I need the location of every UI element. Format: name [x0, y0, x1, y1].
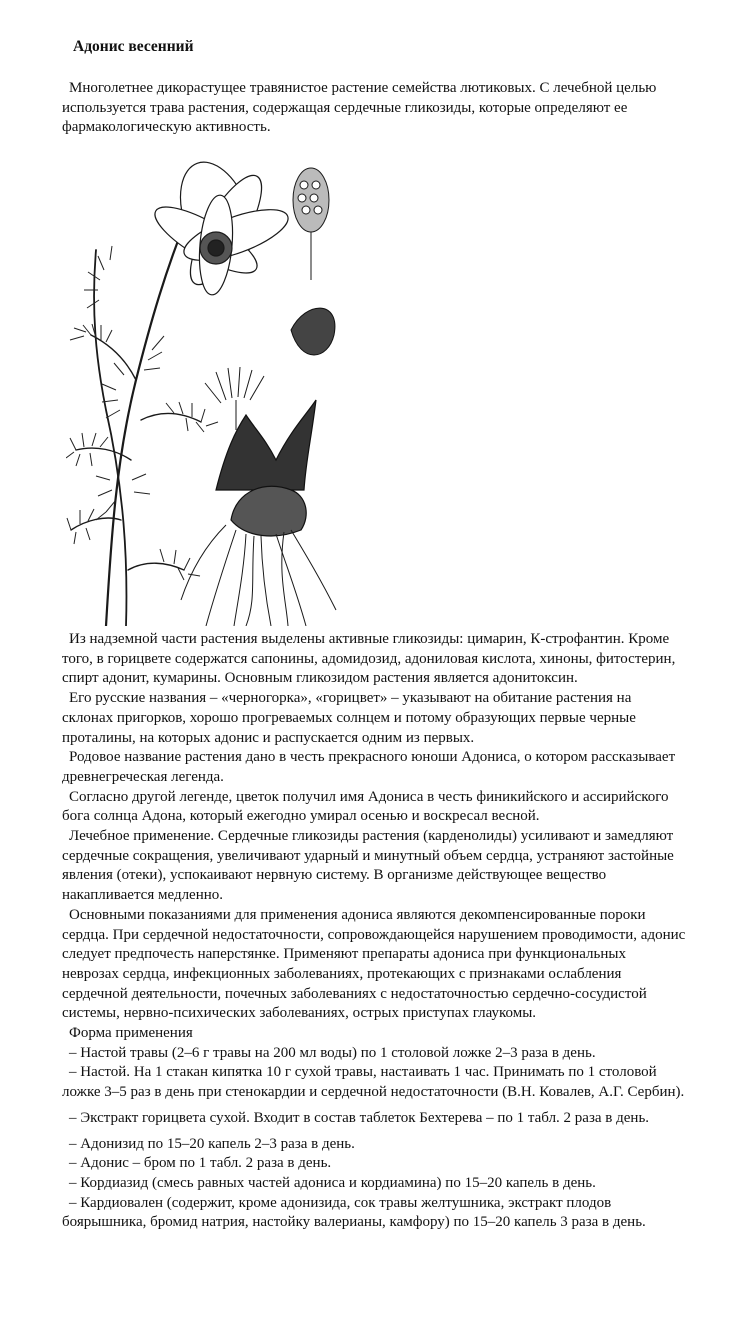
- section-heading: Форма применения: [69, 1025, 193, 1042]
- intro-paragraph: Многолетнее дикорастущее травянистое растение семейства лютиковых. С лечебной целью используется трава растения, содержащая сердечные гликозиды, которые определяют ее фармакологическую активность.: [62, 80, 657, 136]
- list-item: – Адонизид по 15–20 капель 2–3 раза в день.: [69, 1135, 355, 1152]
- paragraph: Основными показаниями для применения адониса являются декомпенсированные пороки сердца. При сердечной недостаточности, сопровождающейся нарушением проводимости, адонис следует предпочесть наперстянке. Применяют препараты адониса при функциональных неврозах сердца, инфекционных заболеваниях, протекающих с признаками ослабления сердечной деятельности, почечных заболеваниях с недостаточностью сердечно-сосудистой системы, нервно-психических заболеваниях, острых приступах глаукомы.: [62, 906, 686, 1022]
- paragraph: Из надземной части растения выделены активные гликозиды: цимарин, К-строфантин. Кроме того, в горицвете содержатся сапонины, адомидозид, адониловая кислота, хиноны, фитостерин, спирт адонит, кумарины. Основным гликозидом растения является адонитоксин.: [62, 631, 676, 687]
- adonis-plant-illustration: [66, 160, 346, 626]
- paragraph: Его русские названия – «черногорка», «горицвет» – указывают на обитание растения на склонах пригорков, хорошо прогреваемых солнцем и потому образующих первые черные проталины, на которых адонис и распускается одним из первых.: [62, 690, 636, 746]
- list-item: – Кордиазид (смесь равных частей адониса и кордиамина) по 15–20 капель в день.: [69, 1174, 596, 1191]
- page-title: Адонис весенний: [73, 38, 194, 55]
- paragraph: Лечебное применение. Сердечные гликозиды растения (карденолиды) усиливают и замедляют сердечные сокращения, увеличивают ударный и минутный объем сердца, устраняют застойные явления (отеки), успокаивают нервную систему. В организме действующее вещество накапливается медленно.: [62, 828, 674, 904]
- list-item: – Экстракт горицвета сухой. Входит в состав таблеток Бехтерева – по 1 табл. 2 раза в день.: [69, 1109, 650, 1126]
- list-item: – Кардиовален (содержит, кроме адонизида, сок травы желтушника, экстракт плодов боярышника, бромид натрия, настойку валерианы, камфору) по 15–20 капель 3 раза в день.: [62, 1194, 646, 1231]
- paragraph: Согласно другой легенде, цветок получил имя Адониса в честь финикийского и ассирийского бога солнца Адона, который ежегодно умирал осенью и воскресал весной.: [62, 788, 669, 825]
- list-item: – Настой травы (2–6 г травы на 200 мл воды) по 1 столовой ложке 2–3 раза в день.: [69, 1044, 596, 1061]
- list-item: – Адонис – бром по 1 табл. 2 раза в день.: [69, 1155, 332, 1172]
- paragraph: Родовое название растения дано в честь прекрасного юноши Адониса, о котором рассказывает древнегреческая легенда.: [62, 749, 676, 785]
- body-text: [62, 630, 686, 1233]
- list-item: – Настой. На 1 стакан кипятка 10 г сухой травы, настаивать 1 час. Принимать по 1 столовой ложке 3–5 раз в день при стенокардии и сердечной недостаточности (В.Н. Ковалев, А.Г. Сербин).: [62, 1064, 685, 1101]
